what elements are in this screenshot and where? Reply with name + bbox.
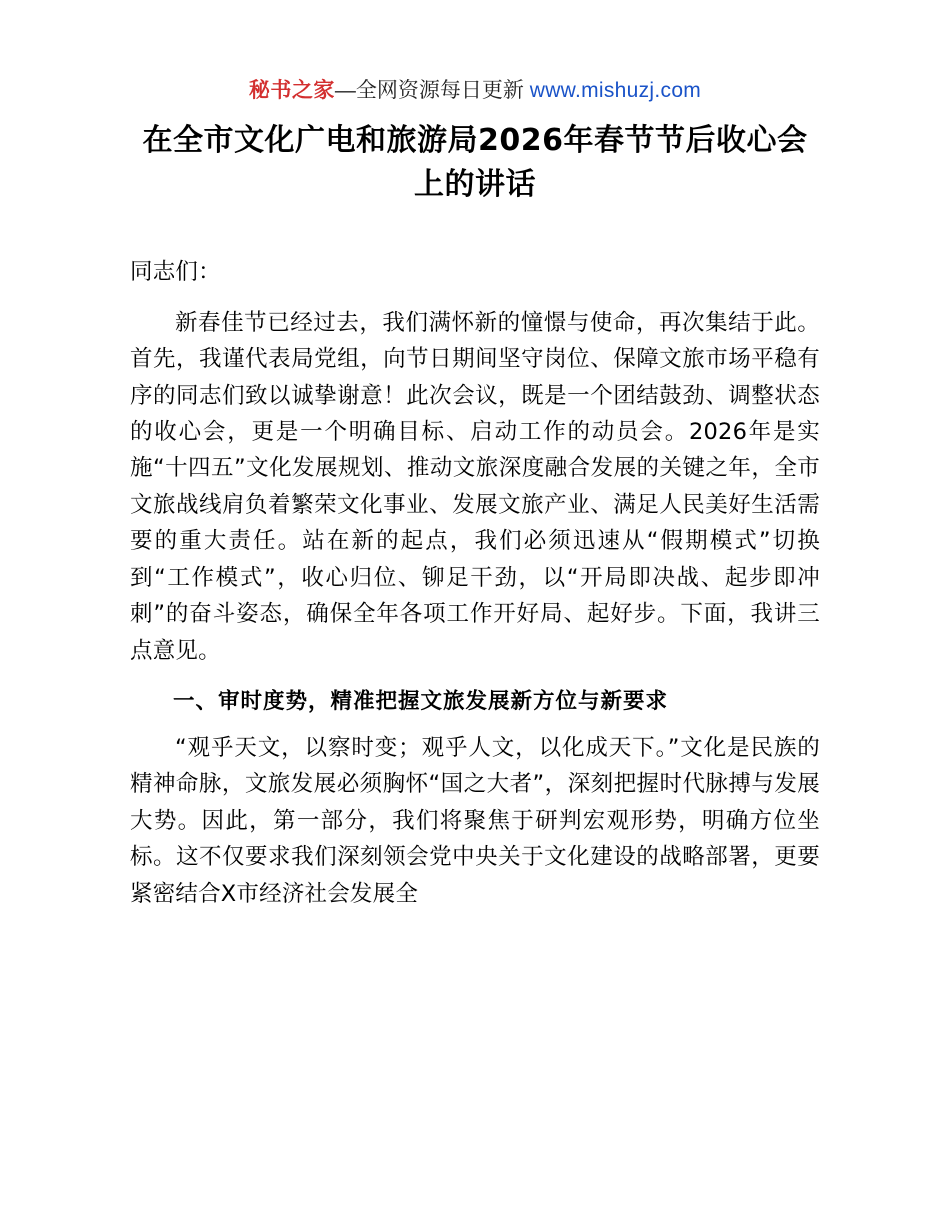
site-watermark: [130, 78, 820, 103]
body-paragraph: “观乎天文，以察时变；观乎人文，以化成天下。”文化是民族的精神命脉，文旅发展必须胸怀“国之大者”，深刻把握时代脉搏与发展大势。因此，第一部分，我们将聚焦于研判宏观形势，明确方位坐标。这不仅要求我们深刻领会党中央关于文化建设的战略部署，更要紧密结合X市经济社会发展全: [130, 734, 820, 907]
watermark-brand: 秘书之家: [248, 79, 335, 102]
body-paragraph: 新春佳节已经过去，我们满怀新的憧憬与使命，再次集结于此。首先，我谨代表局党组，向节日期间坚守岗位、保障文旅市场平稳有序的同志们致以诚挚谢意！此次会议，既是一个团结鼓劲、调整状态的收心会，更是一个明确目标、启动工作的动员会。2026年是实施“十四五”文化发展规划、推动文旅深度融合发展的关键之年，全市文旅战线肩负着繁荣文化事业、发展文旅产业、满足人民美好生活需要的重大责任。站在新的起点，我们必须迅速从“假期模式”切换到“工作模式”，收心归位、铆足干劲，以“开局即决战、起步即冲刺”的奋斗姿态，确保全年各项工作开好局、起好步。下面，我讲三点意见。: [130, 309, 820, 664]
salutation: 同志们：: [130, 259, 221, 286]
document-body: [130, 254, 820, 912]
watermark-site-url: www.mishuzj.com: [529, 79, 702, 102]
page-title: 在全市文化广电和旅游局2026年春节节后收心会上的讲话: [142, 123, 808, 202]
watermark-tagline: —全网资源每日更新: [334, 79, 524, 102]
section-heading-1: 一、审时度势，精准把握文旅发展新方位与新要求: [173, 689, 669, 714]
